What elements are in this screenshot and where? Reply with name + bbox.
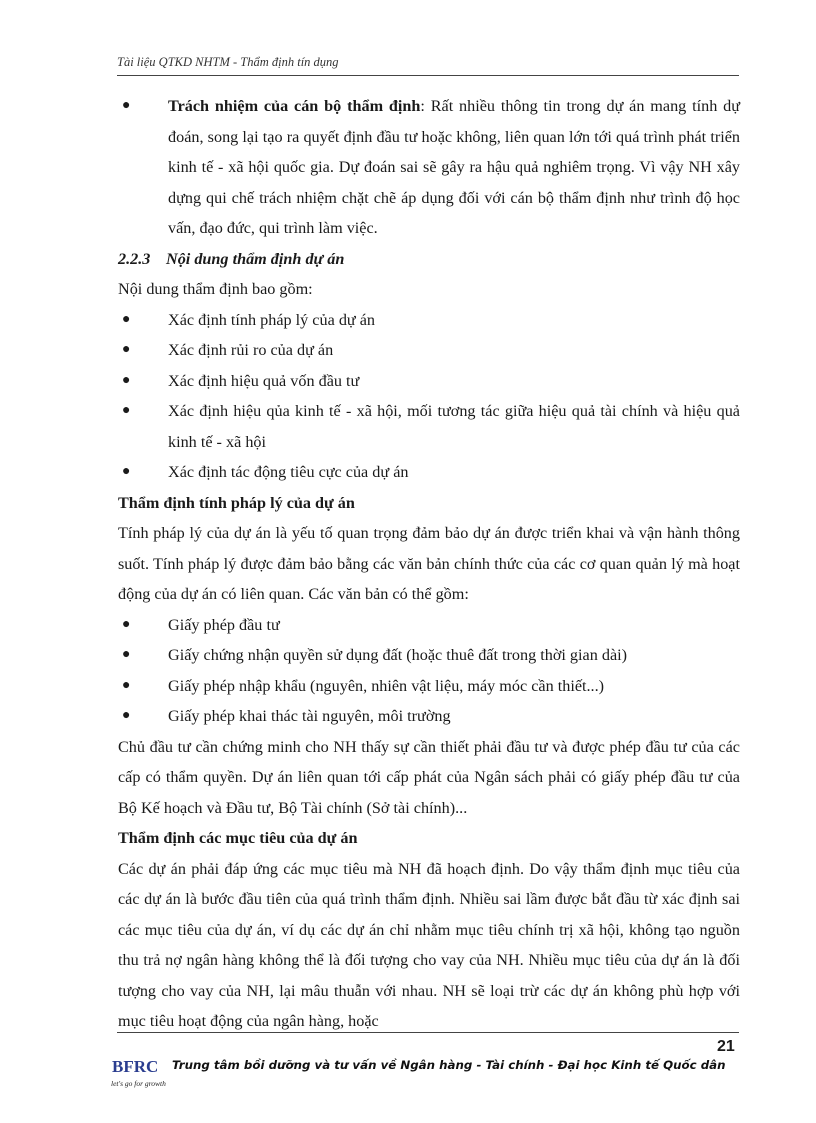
bullet-icon: ●: [122, 98, 131, 113]
list-item-text: Xác định tính pháp lý của dự án: [168, 310, 376, 329]
paragraph: Chủ đầu tư cần chứng minh cho NH thấy sự cần thiết phải đầu tư và được phép đầu tư của các cấp có thẩm quyền. Dự án liên quan tới cấp phát của Ngân sách phải có giấy phép đầu tư của Bộ Kế hoạch và Đầu tư, Bộ Tài chính (Sở tài chính)...: [118, 737, 740, 817]
bullet-icon: ●: [122, 464, 131, 479]
list-item-text: Xác định hiệu qủa kinh tế - xã hội, mối tương tác giữa hiệu quả tài chính và hiệu quả kinh tế - xã hội: [168, 402, 740, 451]
list-item-text: Giấy chứng nhận quyền sử dụng đất (hoặc thuê đất trong thời gian dài): [168, 646, 628, 664]
list-item: [118, 91, 740, 244]
bullet-icon: ●: [122, 342, 131, 357]
list-item-text: Xác định rủi ro của dự án: [168, 341, 334, 359]
bullet-icon: ●: [122, 677, 131, 693]
logo-tagline: let's go for growth: [111, 1079, 166, 1088]
list-item: [118, 610, 740, 641]
list-item-text: Giấy phép đầu tư: [168, 615, 280, 634]
bfrc-logo: [109, 1048, 169, 1092]
bullet-icon: ●: [122, 372, 131, 388]
list-item-text: Giấy phép khai thác tài nguyên, môi trường: [168, 707, 451, 725]
bullet-text: : Rất nhiều thông tin trong dự án mang tính dự đoán, song lại tạo ra quyết định đầu tư hoặc không, liên quan lớn tới quá trình phát triển kinh tế - xã hội quốc gia. Dự đoán sai sẽ gây ra hậu quả nghiêm trọng. Vì vậy NH xây dựng qui chế trách nhiệm chặt chẽ áp dụng đối với cán bộ thẩm định như trình độ học vấn, đạo đức, qui trình làm việc.: [168, 97, 740, 237]
list-item: [118, 457, 740, 488]
list-item: [118, 366, 740, 397]
list-item: [118, 305, 740, 336]
list-item: [118, 396, 740, 457]
list-item-text: Xác định hiệu quả vốn đầu tư: [168, 371, 360, 390]
list-item-text: Xác định tác động tiêu cực của dự án: [168, 463, 409, 481]
bullet-icon: ●: [122, 403, 131, 418]
section-heading: [118, 244, 740, 275]
paragraph: Nội dung thẩm định bao gồm:: [118, 280, 313, 298]
subsection-heading: Thẩm định các mục tiêu của dự án: [118, 829, 358, 847]
page-number: 21: [717, 1038, 735, 1055]
list-item: [118, 671, 740, 702]
page-header: Tài liệu QTKD NHTM - Thẩm định tín dụng: [117, 55, 339, 69]
footer-text: Trung tâm bồi dưỡng và tư vấn về Ngân hàng - Tài chính - Đại học Kinh tế Quốc dân: [172, 1058, 726, 1072]
paragraph: Các dự án phải đáp ứng các mục tiêu mà NH đã hoạch định. Do vậy thẩm định mục tiêu của các dự án là bước đầu tiên của quá trình thẩm định. Nhiều sai lầm được bắt đầu từ xác định sai các mục tiêu của dự án, ví dụ các dự án chỉ nhằm mục tiêu chính trị xã hội, không tạo nguồn thu trả nợ ngân hàng không thể là đối tượng cho vay của NH. Nhiều mục tiêu của dự án là đối tượng cho vay của NH, lại mâu thuẫn với nhau. NH sẽ loại trừ các dự án không phù hợp với mục tiêu hoạt động của ngân hàng, hoặc: [118, 859, 740, 1030]
header-rule: [117, 75, 739, 76]
page-content: [118, 91, 740, 1037]
subsection-heading: Thẩm định tính pháp lý của dự án: [118, 493, 355, 512]
bullet-bold-lead: Trách nhiệm của cán bộ thẩm định: [168, 97, 421, 115]
logo-text: BFRC: [112, 1057, 159, 1076]
list-item: [118, 335, 740, 366]
paragraph: Tính pháp lý của dự án là yếu tố quan trọng đảm bảo dự án được triển khai và vận hành thông suốt. Tính pháp lý được đảm bảo bằng các văn bản chính thức của các cơ quan quản lý mà hoạt động của dự án có liên quan. Các văn bản có thể gồm:: [118, 524, 740, 603]
bullet-icon: ●: [122, 708, 131, 723]
footer-rule: [117, 1032, 739, 1033]
section-number: 2.2.3: [118, 249, 151, 268]
list-item: [118, 640, 740, 671]
section-title: Nội dung thẩm định dự án: [166, 249, 345, 268]
list-item-text: Giấy phép nhập khẩu (nguyên, nhiên vật liệu, máy móc cần thiết...): [168, 676, 605, 695]
list-item: [118, 701, 740, 732]
bullet-icon: ●: [122, 616, 131, 632]
bullet-icon: ●: [122, 647, 131, 662]
bullet-icon: ●: [122, 311, 131, 327]
